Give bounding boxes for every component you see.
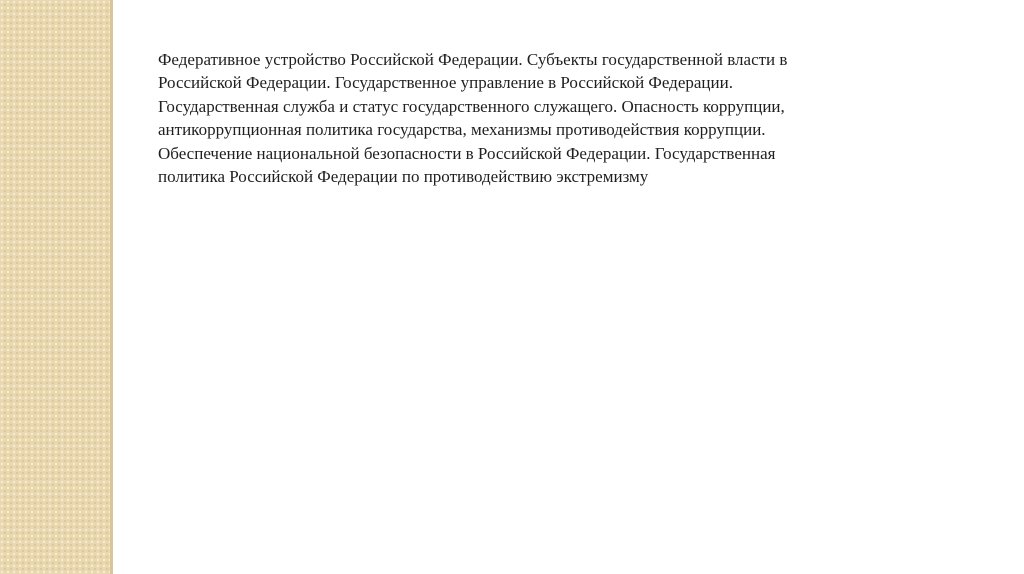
body-line: Российской Федерации. Государственное управление в Российской Федерации. [158,73,733,93]
body-line: антикоррупционная политика государства, механизмы противодействия коррупции. [158,120,766,140]
body-line: Государственная служба и статус государственного служащего. Опасность коррупции, [158,96,785,116]
body-line: политика Российской Федерации по противодействию экстремизму [158,167,649,187]
body-line: Федеративное устройство Российской Федерации. Субъекты государственной власти в [158,50,788,69]
slide-body-text [158,48,898,188]
side-panel-divider [110,0,113,574]
decorative-side-panel [0,0,110,574]
body-line: Обеспечение национальной безопасности в Российской Федерации. Государственная [158,143,776,163]
